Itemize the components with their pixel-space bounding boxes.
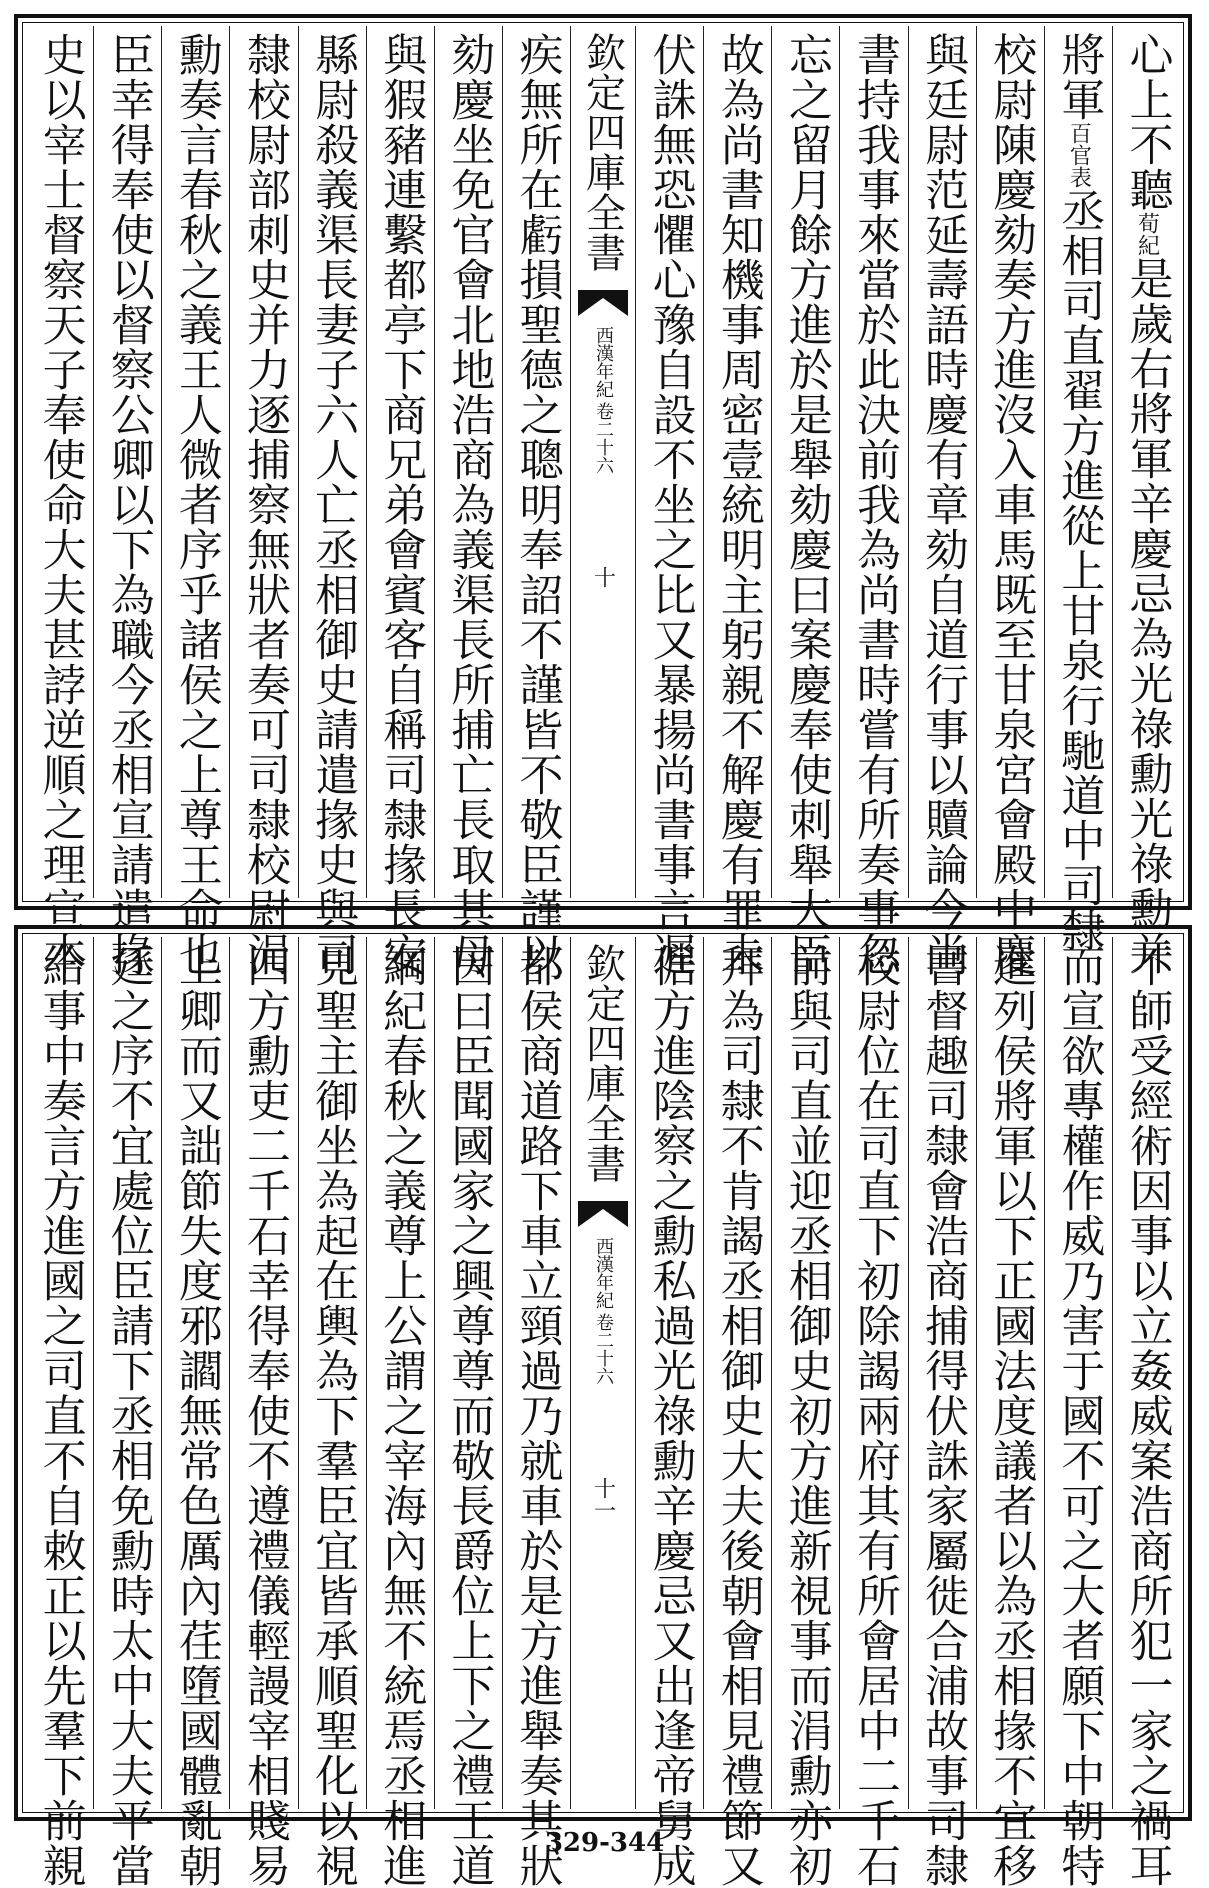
text-column: 見聖主御坐為起在輿為下羣臣宜皆承順聖化以視 xyxy=(298,937,366,1809)
text-column: 史以宰士督察天子奉使命大夫甚誖逆順之理宣本 xyxy=(34,32,86,977)
text-column: 勳奏言春秋之義王人微者序乎諸侯之上尊王命也 xyxy=(161,26,229,898)
text-column: 而宣欲專權作威乃害于國不可之大者願下中朝特 xyxy=(1044,937,1112,1809)
top-columns xyxy=(26,26,1180,977)
text-column: 拜為司隸不肯謁丞相御史大夫後朝會相見禮節又 xyxy=(703,937,771,1809)
text-column: 進列侯將軍以下正國法度議者以為丞相掾不宜移 xyxy=(976,937,1044,1809)
annotation-note: 百官表 xyxy=(1066,122,1092,188)
text-column: 綱紀春秋之義尊上公謂之宰海內無不統焉丞相進 xyxy=(366,937,434,1809)
text-column: 廷之序不宜處位臣請下丞相免勳時太中大夫平當 xyxy=(93,937,161,1809)
top-page-panel xyxy=(14,14,1192,977)
text-column: 將軍百官表丞相司直翟方進從上甘泉行馳道中司隸 xyxy=(1044,26,1112,898)
text-column: 倨方進陰察之勳私過光祿勳辛慶忌又出逢帝舅成 xyxy=(635,937,703,1809)
text-column: 忘之留月餘方進於是舉劾慶曰案慶奉使刺舉大臣 xyxy=(771,26,839,898)
text-column: 四方勳吏二千石幸得奉使不遵禮儀輕謾宰相賤易 xyxy=(229,937,297,1809)
center-margin xyxy=(570,937,635,1809)
text-column: 與廷尉范延壽語時慶有章劾自道行事以贖論今尚 xyxy=(908,26,976,898)
text-column: 校尉位在司直下初除謁兩府其有所會居中二千石 xyxy=(839,937,907,1809)
text-column: 心上不聽荀紀是歲右將軍辛慶忌為光祿勳光祿勳并 xyxy=(1112,26,1180,898)
text-column: 劾慶坐免官會北地浩商為義渠長所捕亡長取其母 xyxy=(434,26,502,898)
annotation-note: 荀紀 xyxy=(1134,212,1160,256)
book-title: 欽定四庫全書 xyxy=(579,32,626,272)
text-column: 上卿而又詘節失度邪讇無常色厲內荏墮國體亂朝 xyxy=(161,937,229,1809)
fish-tail-ornament-icon xyxy=(578,290,628,316)
text-column: 臣幸得奉使以督察公卿以下為職今丞相宣請遣掾 xyxy=(93,26,161,898)
text-column: 前與司直並迎丞相御史初方進新視事而涓勳亦初 xyxy=(771,937,839,1809)
text-column: 都侯商道路下車立頸過乃就車於是方進舉奏其狀 xyxy=(502,937,570,1809)
text-column: 故為尚書知機事周密壹統明主躬親不解慶有罪未 xyxy=(703,26,771,898)
text-column: 因曰臣聞國家之興尊尊而敬長爵位上下之禮王道 xyxy=(434,937,502,1809)
text-column: 不師受經術因事以立姦威案浩商所犯一家之禍耳 xyxy=(1112,937,1180,1809)
text-column: 縣尉殺義渠長妻子六人亡丞相御史請遣掾史與司 xyxy=(298,26,366,898)
text-column: 書持我事來當於此決前我為尚書時嘗有所奏事忽 xyxy=(839,26,907,898)
folio-number: 十 xyxy=(590,566,616,588)
text-column: 與猳豬連繫都亭下商兄弟會賓客自稱司隸掾長安 xyxy=(366,26,434,898)
text-column: 給事中奏言方進國之司直不自敕正以先羣下前親 xyxy=(34,943,86,1888)
section-label: 西漢年紀 卷二十六 xyxy=(593,326,614,474)
text-column: 伏誅無恐懼心豫自設不坐之比又暴揚尚書事言遲 xyxy=(635,26,703,898)
section-label: 西漢年紀 卷二十六 xyxy=(593,1237,614,1385)
text-column: 疾無所在虧損聖德之聰明奉詔不謹皆不敬臣謹以 xyxy=(502,26,570,898)
text-column: 隸校尉部刺史并力逐捕察無狀者奏可司隸校尉涓 xyxy=(229,26,297,898)
text-column: 校尉陳慶劾奏方進沒入車馬既至甘泉宮會殿中慶 xyxy=(976,26,1044,898)
text-column: 書督趣司隸會浩商捕得伏誅家屬徙合浦故事司隸 xyxy=(908,937,976,1809)
book-title: 欽定四庫全書 xyxy=(579,943,626,1183)
center-margin xyxy=(570,26,635,898)
page-number: 329-344 xyxy=(544,1828,665,1858)
folio-number: 十一 xyxy=(590,1477,616,1521)
fish-tail-ornament-icon xyxy=(578,1201,628,1227)
